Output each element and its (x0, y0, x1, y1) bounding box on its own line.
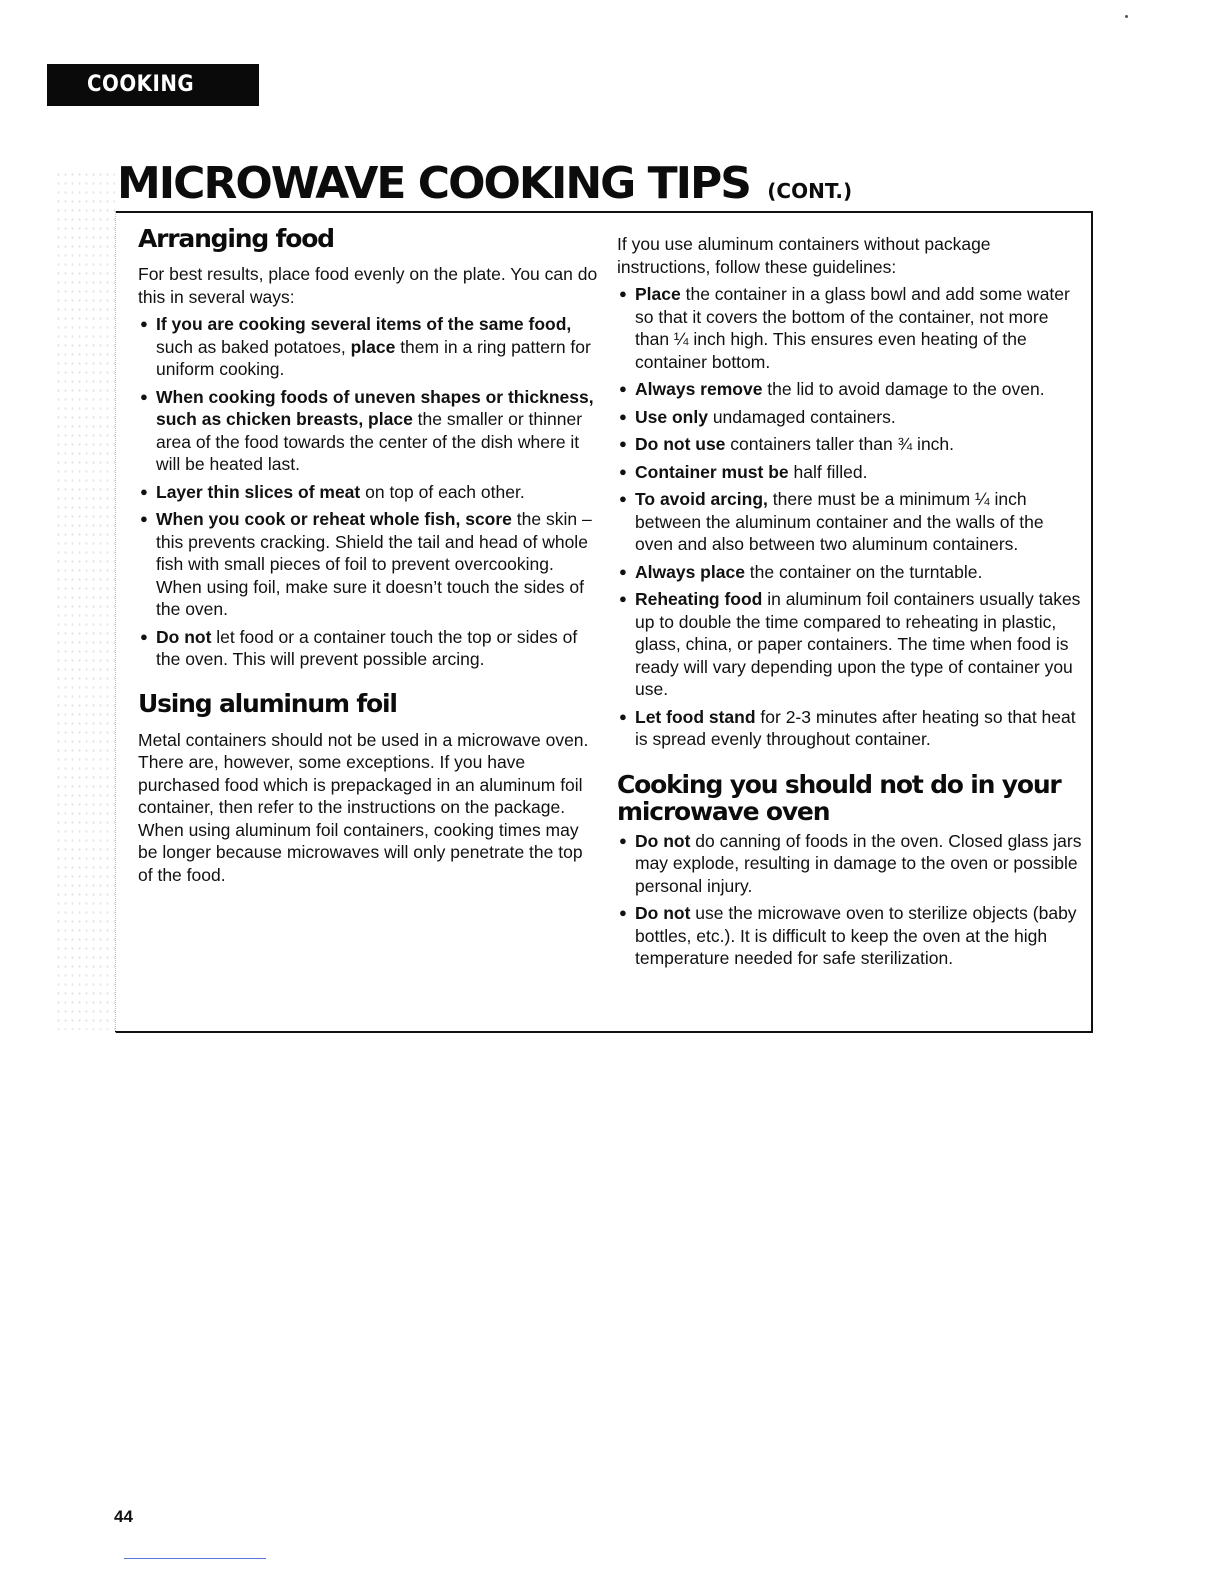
list-item: ● Place the container in a glass bowl and add some water so that it covers the bottom of the container, not more than ¼ inch high. This ensures even heating of the container bottom. (617, 283, 1083, 373)
list-item: ● Container must be half filled. (617, 461, 1083, 484)
list-item: ● Let food stand for 2-3 minutes after heating so that heat is spread evenly throughout container. (617, 706, 1083, 751)
list-item: ● Do not do canning of foods in the oven. Closed glass jars may explode, resulting in damage to the oven or possible personal injury. (617, 830, 1083, 898)
list-item: ● To avoid arcing, there must be a minimum ¼ inch between the aluminum container and the walls of the oven and also between two aluminum containers. (617, 488, 1083, 556)
scan-speck (1125, 15, 1128, 18)
right-column (617, 233, 1083, 970)
using-foil-body: Metal containers should not be used in a microwave oven. There are, however, some exceptions. If you have purchased food which is prepackaged in an aluminum foil container, then refer to the instructions on the package. When using aluminum foil containers, cooking times may be longer because microwaves will only penetrate the top of the food. (138, 729, 589, 885)
using-foil-heading: Using aluminum foil (138, 688, 397, 718)
list-item: ● When you cook or reheat whole fish, score the skin – this prevents cracking. Shield the tail and head of whole fish with small pieces of foil to prevent overcooking. When using foil, make sure it doesn’t touch the sides of the oven. (138, 508, 598, 621)
dont-cook-list (617, 830, 1083, 970)
page-title-cont: (CONT.) (767, 179, 853, 203)
page-title (117, 158, 852, 217)
left-column (138, 224, 598, 886)
page-title-main: MICROWAVE COOKING TIPS (117, 158, 750, 209)
page-number: 44 (114, 1507, 133, 1526)
arranging-food-intro: For best results, place food evenly on the plate. You can do this in several ways: (138, 264, 598, 307)
list-item: ● Always remove the lid to avoid damage to the oven. (617, 378, 1083, 401)
footer-rule (124, 1558, 266, 1559)
dont-cook-heading: Cooking you should not do in your microwave oven (617, 769, 1061, 826)
list-item: ● Do not use the microwave oven to sterilize objects (baby bottles, etc.). It is difficult to keep the oven at the high temperature needed for safe sterilization. (617, 902, 1083, 970)
arranging-food-list (138, 313, 598, 671)
section-tab: COOKING GUIDE (47, 64, 259, 106)
list-item: ● Do not use containers taller than ¾ inch. (617, 433, 1083, 456)
list-item: ● When cooking foods of uneven shapes or thickness, such as chicken breasts, place the smaller or thinner area of the food towards the center of the dish where it will be heated last. (138, 386, 598, 476)
foil-guidelines-list (617, 283, 1083, 751)
decorative-texture (55, 170, 115, 1030)
frame-left-edge (115, 211, 118, 1033)
list-item: ● Layer thin slices of meat on top of each other. (138, 481, 598, 504)
list-item: ● Use only undamaged containers. (617, 406, 1083, 429)
list-item: ● Reheating food in aluminum foil containers usually takes up to double the time compared to reheating in plastic, glass, china, or paper containers. The time when food is ready will vary depending upon the type of container you use. (617, 588, 1083, 701)
list-item: ● Always place the container on the turntable. (617, 561, 1083, 584)
arranging-food-heading: Arranging food (138, 224, 334, 253)
list-item: ● Do not let food or a container touch the top or sides of the oven. This will prevent possible arcing. (138, 626, 598, 671)
foil-guidelines-intro: If you use aluminum containers without package instructions, follow these guidelines: (617, 234, 991, 277)
list-item: ● If you are cooking several items of the same food, such as baked potatoes, place them in a ring pattern for uniform cooking. (138, 313, 598, 381)
